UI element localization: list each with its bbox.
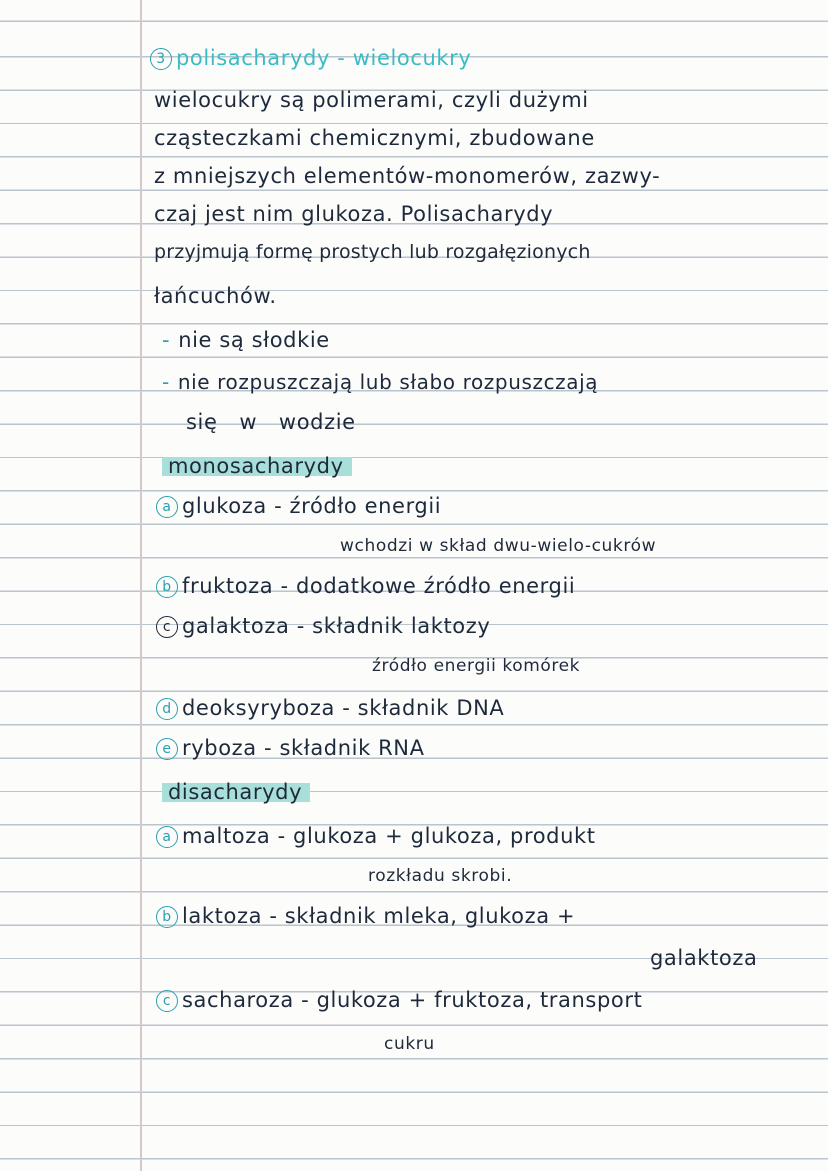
intro-line: wielocukry są polimerami, czyli dużymi: [154, 88, 589, 112]
property-item: [162, 368, 598, 396]
disaccharides-label: disacharydy: [162, 780, 310, 804]
mono-item-b: [156, 572, 575, 600]
section-title: polisacharydy - wielocukry: [176, 46, 472, 70]
di-item-a: [156, 822, 596, 850]
di-item-continuation: rozkładu skrobi.: [368, 866, 513, 886]
marker-c-icon: c: [156, 616, 178, 638]
marker-c-icon: c: [156, 990, 178, 1012]
di-item-text: laktoza - składnik mleka, glukoza +: [182, 904, 576, 928]
mono-item-d: [156, 694, 504, 722]
mono-item-a: [156, 492, 441, 520]
di-item-continuation: cukru: [384, 1034, 435, 1054]
disaccharides-header: [162, 778, 310, 806]
margin-line: [140, 0, 142, 1171]
di-item-b: [156, 902, 575, 930]
mono-item-e: [156, 734, 425, 762]
property-item: [162, 326, 330, 354]
intro-line: cząsteczkami chemicznymi, zbudowane: [154, 126, 595, 150]
monosaccharides-label: monosacharydy: [162, 454, 352, 478]
marker-e-icon: e: [156, 738, 178, 760]
mono-item-text: galaktoza - składnik laktozy: [182, 614, 491, 638]
mono-item-text: fruktoza - dodatkowe źródło energii: [182, 574, 576, 598]
di-item-text: sacharoza - glukoza + fruktoza, transport: [182, 988, 643, 1012]
property-text: nie rozpuszczają lub słabo rozpuszczają: [177, 370, 599, 394]
monosaccharides-header: [162, 452, 352, 480]
intro-line: z mniejszych elementów-monomerów, zazwy-: [154, 164, 661, 188]
property-text: nie są słodkie: [178, 328, 330, 352]
intro-line: łańcuchów.: [154, 284, 277, 308]
mono-item-c: [156, 612, 490, 640]
mono-item-text: deoksyryboza - składnik DNA: [182, 696, 505, 720]
intro-line: czaj jest nim glukoza. Polisacharydy: [154, 202, 554, 226]
section-heading: [150, 44, 471, 72]
property-continuation: się w wodzie: [186, 410, 356, 434]
di-item-text: maltoza - glukoza + glukoza, produkt: [182, 824, 596, 848]
marker-a-icon: a: [156, 496, 178, 518]
section-number: 3: [150, 48, 172, 70]
mono-item-continuation: źródło energii komórek: [372, 656, 581, 676]
mono-item-text: glukoza - źródło energii: [182, 494, 442, 518]
marker-b-icon: b: [156, 906, 178, 928]
marker-a-icon: a: [156, 826, 178, 848]
marker-d-icon: d: [156, 698, 178, 720]
bullet-dash: -: [162, 370, 170, 394]
marker-b-icon: b: [156, 576, 178, 598]
mono-item-continuation: wchodzi w skład dwu-wielo-cukrów: [340, 536, 657, 556]
bullet-dash: -: [162, 328, 171, 352]
intro-line: przyjmują formę prostych lub rozgałęzionych: [154, 241, 591, 263]
di-item-continuation: galaktoza: [650, 946, 758, 970]
di-item-c: [156, 986, 642, 1014]
mono-item-text: ryboza - składnik RNA: [182, 736, 425, 760]
